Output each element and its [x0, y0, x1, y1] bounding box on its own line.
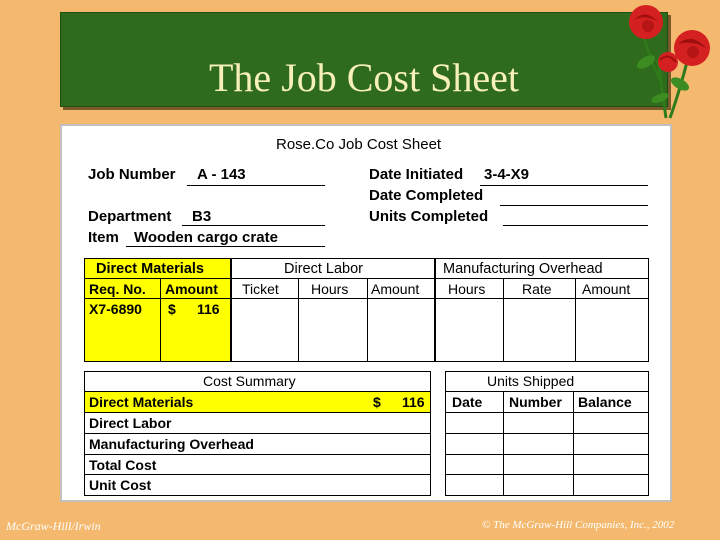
col-dl-hours: Hours	[311, 281, 349, 297]
job-number-line	[187, 185, 325, 186]
sheet-heading: Rose.Co Job Cost Sheet	[276, 136, 442, 153]
footer-publisher: McGraw-Hill/Irwin	[6, 519, 101, 533]
units-shipped-heading: Units Shipped	[487, 373, 575, 389]
job-number-value: A - 143	[197, 166, 246, 183]
row-amount: 116	[197, 301, 220, 317]
summary-row-total-cost: Total Cost	[89, 457, 157, 473]
col-ticket: Ticket	[242, 281, 279, 297]
date-initiated-label: Date Initiated	[369, 166, 464, 183]
department-line	[182, 225, 325, 226]
row-req-no: X7-6890	[89, 301, 142, 317]
job-number-label: Job Number	[88, 166, 176, 183]
units-col-balance: Balance	[578, 394, 632, 410]
row-dollar: $	[168, 301, 176, 317]
item-value: Wooden cargo crate	[134, 229, 278, 246]
col-dl-amount: Amount	[371, 281, 420, 297]
summary-row-direct-labor: Direct Labor	[89, 415, 172, 431]
department-label: Department	[88, 208, 172, 225]
summary-heading: Cost Summary	[203, 373, 296, 389]
col-req-no: Req. No.	[89, 281, 146, 297]
summary-dm-dollar: $	[373, 394, 381, 410]
item-line	[126, 246, 325, 247]
col-mo-amount: Amount	[582, 281, 631, 297]
col-mo-hours: Hours	[448, 281, 486, 297]
group-direct-labor: Direct Labor	[284, 261, 363, 277]
summary-row-manufacturing-overhead: Manufacturing Overhead	[89, 436, 254, 452]
item-label: Item	[88, 229, 119, 246]
summary-row-unit-cost: Unit Cost	[89, 477, 152, 493]
units-completed-line	[503, 225, 648, 226]
date-completed-line	[500, 205, 648, 206]
col-mo-rate: Rate	[522, 281, 552, 297]
summary-row-direct-materials: Direct Materials	[89, 394, 194, 410]
department-value: B3	[192, 208, 212, 225]
footer-copyright: © The McGraw-Hill Companies, Inc., 2002	[482, 519, 675, 531]
roses-icon	[600, 0, 720, 120]
group-manufacturing-overhead: Manufacturing Overhead	[443, 261, 603, 277]
units-col-date: Date	[452, 394, 483, 410]
date-initiated-line	[480, 185, 648, 186]
group-direct-materials: Direct Materials	[96, 261, 204, 277]
summary-dm-amount: 116	[402, 394, 425, 410]
job-cost-sheet	[60, 124, 672, 502]
units-col-number: Number	[509, 394, 562, 410]
date-initiated-value: 3-4-X9	[484, 166, 530, 183]
date-completed-label: Date Completed	[369, 187, 484, 204]
col-dm-amount: Amount	[165, 281, 218, 297]
slide-title: The Job Cost Sheet	[209, 55, 519, 100]
units-completed-label: Units Completed	[369, 208, 489, 225]
